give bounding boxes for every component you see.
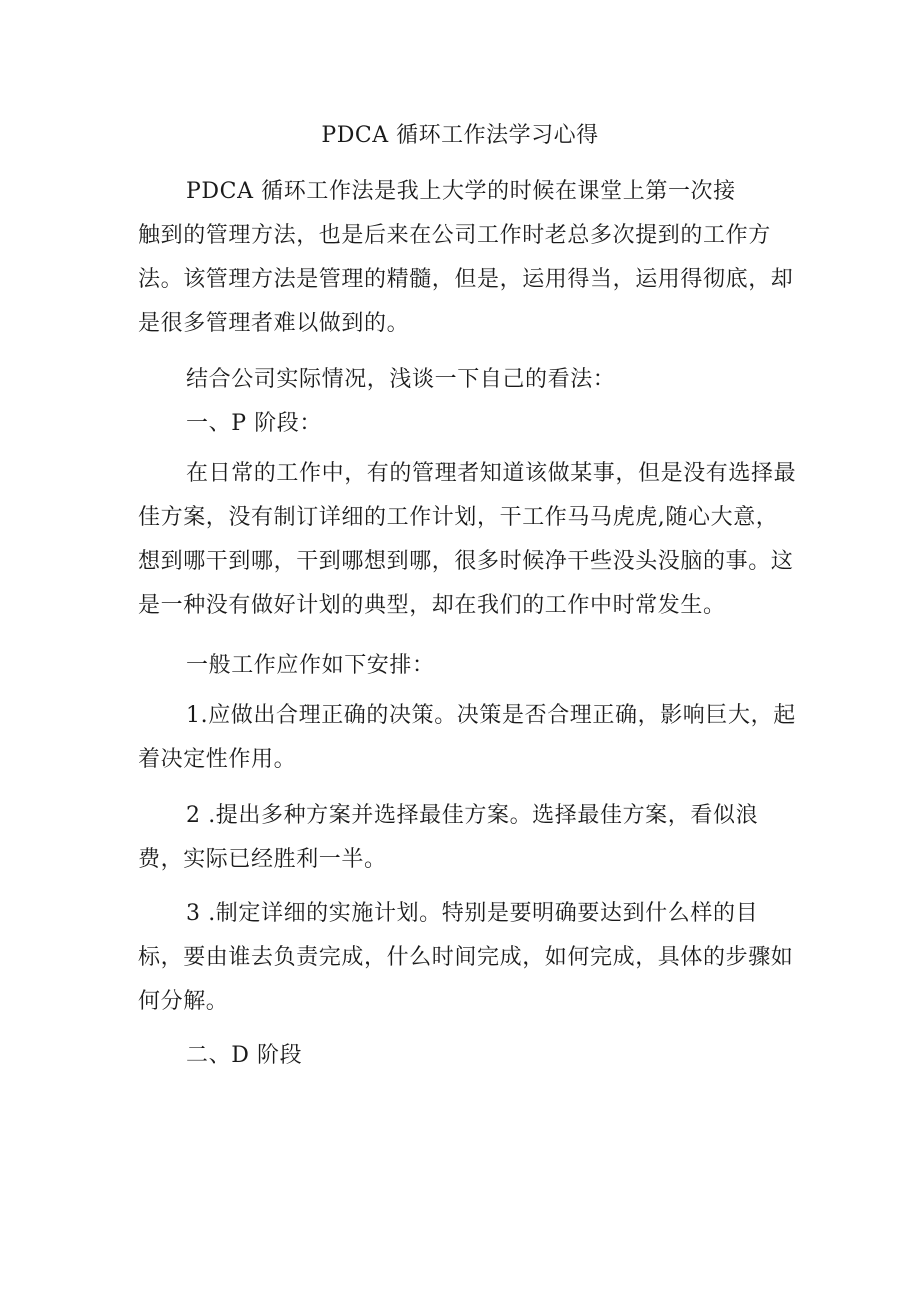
paragraph-arrangement: 一般工作应作如下安排： [186,653,435,678]
paragraph-intro-line-1: PDCA 循环工作法是我上大学的时候在课堂上第一次接 [186,179,736,204]
paragraph-context: 结合公司实际情况，浅谈一下自己的看法： [186,367,616,392]
list-item-3: 3 .制定详细的实施计划。特别是要明确要达到什么样的目标，要由谁去负责完成，什么时间完成，如何完成，具体的步骤如何分解。 [138,901,794,1014]
paragraph-daily-work: 在日常的工作中，有的管理者知道该做某事，但是没有选择最佳方案，没有制订详细的工作计划，干工作马马虎虎,随心大意，想到哪干到哪，干到哪想到哪，很多时候净干些没头没脑的事。这是一种没有做好计划的典型，却在我们的工作中时常发生。 [138,461,797,618]
list-item-1: 1.应做出合理正确的决策。决策是否合理正确，影响巨大，起着决定性作用。 [138,703,796,772]
list-item-2: 2 .提出多种方案并选择最佳方案。选择最佳方案，看似浪费，实际已经胜利一半。 [138,803,759,872]
document-title: PDCA 循环工作法学习心得 [321,123,599,148]
section-heading-d-stage: 二、D 阶段 [186,1043,303,1068]
paragraph-intro-rest: 触到的管理方法，也是后来在公司工作时老总多次提到的工作方法。该管理方法是管理的精髓，但是，运用得当，运用得彻底，却是很多管理者难以做到的。 [138,223,794,336]
section-heading-p-stage: 一、P 阶段： [186,411,322,436]
